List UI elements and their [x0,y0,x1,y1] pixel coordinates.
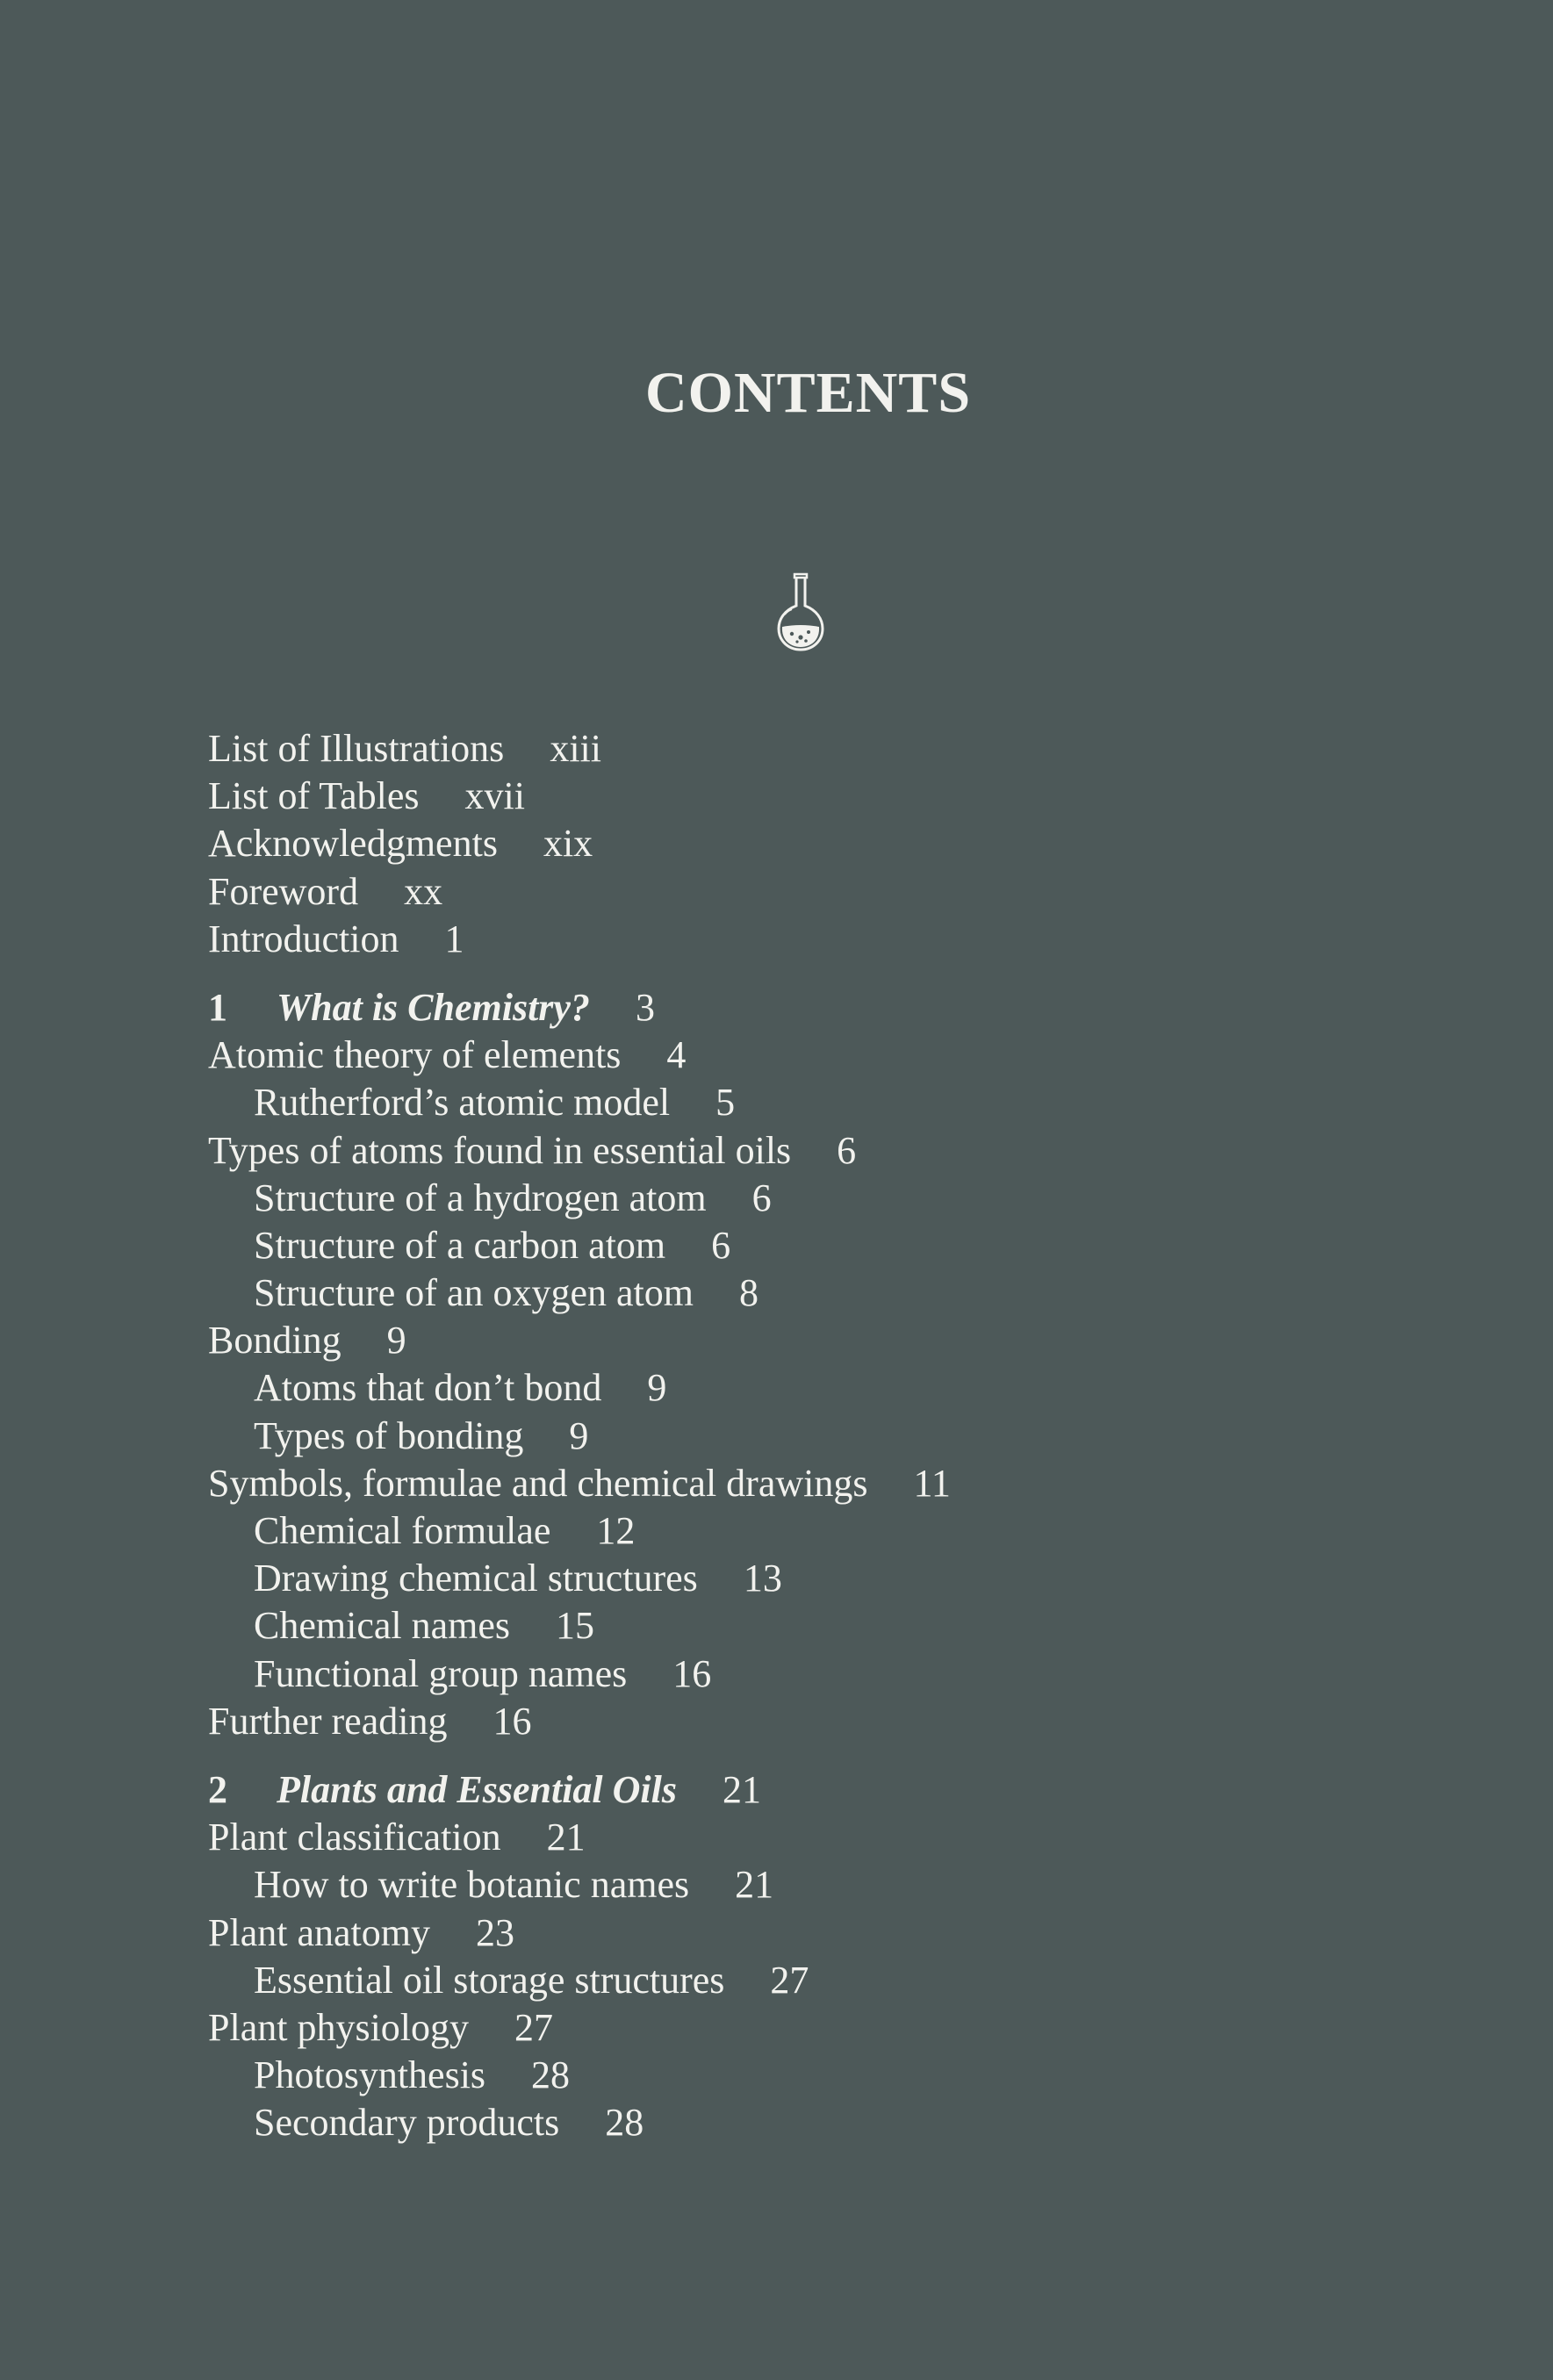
entry-page-number: xix [543,822,593,866]
entry-page-number: 1 [444,917,464,960]
entry-page-number: 12 [596,1509,636,1552]
toc-subentry [208,1602,1393,1650]
entry-page-number: 6 [711,1223,731,1267]
toc-subentry [208,2052,1393,2099]
chapter-section [208,1766,1393,2147]
toc-subentry [208,1079,1393,1126]
entry-label: Chemical formulae [254,1509,551,1552]
entry-page-number: 6 [751,1176,772,1219]
toc-entry [208,916,1393,963]
entry-label: Atomic theory of elements [208,1033,622,1077]
entry-page-number: 9 [569,1413,589,1457]
entry-label: Introduction [208,917,399,960]
toc-subentry [208,1650,1393,1698]
entry-label: Bonding [208,1319,342,1363]
toc-entry [208,1698,1393,1745]
entry-page-number: xvii [464,774,525,818]
entry-label: Further reading [208,1699,448,1743]
entry-page-number: 16 [493,1699,532,1743]
chapter-title: What is Chemistry? [277,985,590,1029]
entry-page-number: 15 [556,1604,595,1648]
entry-page-number: 4 [666,1033,687,1077]
entry-page-number: 28 [605,2101,644,2145]
entry-page-number: xiii [550,727,601,770]
toc-entry [208,1909,1393,1957]
toc-entry [208,1127,1393,1175]
chapters-list [208,984,1393,2147]
toc-subentry [208,1957,1393,2004]
toc-subentry [208,1555,1393,1602]
chapter-section [208,984,1393,1745]
entry-page-number: 27 [770,1958,809,2002]
chapter-page-number: 3 [635,985,655,1029]
entry-page-number: 5 [715,1081,736,1125]
toc-subentry [208,1175,1393,1222]
entry-label: Essential oil storage structures [254,1958,725,2002]
toc-entry [208,1460,1393,1507]
chapter-heading [208,984,1393,1032]
page-title: CONTENTS [644,361,972,425]
entry-label: Secondary products [254,2101,560,2145]
entry-page-number: 9 [647,1366,667,1410]
chapter-number: 2 [208,1767,227,1811]
toc-entry [208,1814,1393,1861]
entry-page-number: 28 [531,2053,571,2097]
entry-label: List of Tables [208,774,420,818]
chapter-title: Plants and Essential Oils [277,1767,678,1811]
chapter-number: 1 [208,985,227,1029]
toc-entry [208,820,1393,867]
entry-page-number: 9 [386,1319,406,1363]
toc-entry [208,868,1393,916]
entry-label: Acknowledgments [208,822,498,866]
entry-page-number: 13 [743,1557,782,1600]
entry-label: Atoms that don’t bond [254,1366,602,1410]
front-matter-list [208,725,1393,963]
entry-label: Rutherford’s atomic model [254,1081,671,1125]
entry-label: Drawing chemical structures [254,1557,698,1600]
toc-subentry [208,1413,1393,1460]
entry-label: Types of atoms found in essential oils [208,1128,792,1172]
entry-label: How to write botanic names [254,1863,690,1907]
entry-label: Plant physiology [208,2005,470,2049]
entry-label: Photosynthesis [254,2053,486,2097]
toc-entry [208,2004,1393,2052]
entry-label: Symbols, formulae and chemical drawings [208,1461,868,1505]
entry-label: List of Illustrations [208,727,505,770]
entry-page-number: 21 [546,1816,586,1859]
table-of-contents [208,725,1393,2168]
toc-entry [208,1317,1393,1364]
entry-label: Structure of a carbon atom [254,1223,666,1267]
chapter-page-number: 21 [723,1767,762,1811]
toc-entry [208,1032,1393,1079]
entry-page-number: 21 [735,1863,774,1907]
toc-subentry [208,2099,1393,2146]
entry-label: Types of bonding [254,1413,524,1457]
entry-page-number: 8 [738,1271,759,1315]
entry-page-number: 16 [672,1651,712,1695]
entry-page-number: 27 [514,2005,554,2049]
toc-subentry [208,1364,1393,1412]
toc-subentry [208,1222,1393,1269]
toc-subentry [208,1507,1393,1555]
entry-label: Foreword [208,869,359,913]
entry-page-number: xx [404,869,443,913]
entry-label: Structure of a hydrogen atom [254,1176,707,1219]
toc-entry [208,725,1393,773]
entry-label: Plant classification [208,1816,501,1859]
entry-label: Structure of an oxygen atom [254,1271,694,1315]
chapter-heading [208,1766,1393,1814]
toc-subentry [208,1269,1393,1317]
entry-page-number: 6 [837,1128,857,1172]
entry-page-number: 23 [475,1910,514,1954]
toc-subentry [208,1861,1393,1909]
entry-label: Plant anatomy [208,1910,430,1954]
toc-entry [208,773,1393,820]
entry-page-number: 11 [913,1461,951,1505]
entry-label: Functional group names [254,1651,628,1695]
entry-label: Chemical names [254,1604,511,1648]
flask-icon [776,572,825,651]
